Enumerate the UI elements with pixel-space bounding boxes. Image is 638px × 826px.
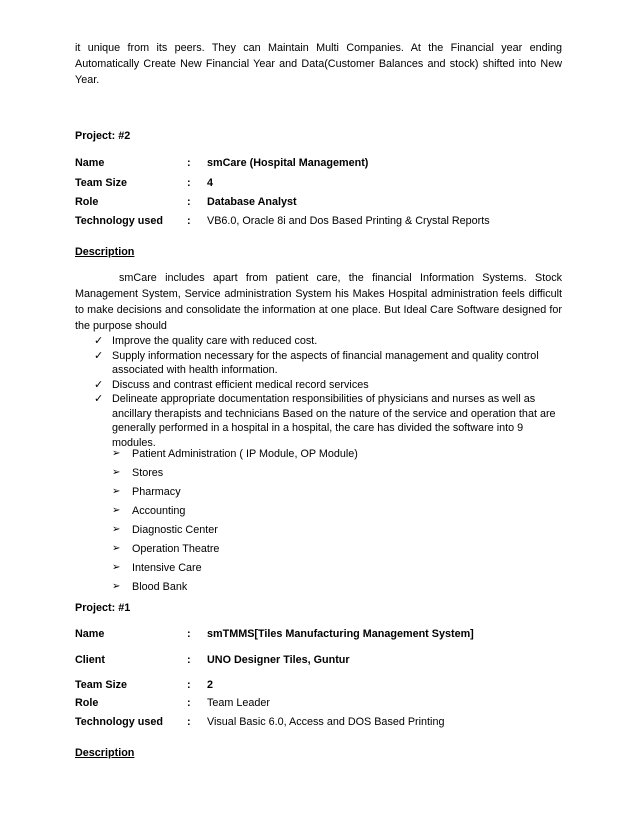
project-1-client-row <box>75 654 575 670</box>
field-label: Role <box>75 196 99 208</box>
project-2-name-row <box>75 157 575 173</box>
arrow-bullet-icon: ➢ <box>112 562 121 573</box>
arrow-bullet-icon: ➢ <box>112 543 121 554</box>
list-item-text: Discuss and contrast efficient medical record services <box>112 378 369 391</box>
list-item-text: Improve the quality care with reduced cost. <box>112 335 318 347</box>
project-1-role-row <box>75 697 575 713</box>
project-2-description-text: smCare includes apart from patient care, the financial Information Systems. Stock Management System, Service administration System his Makes Hospital administration feels difficult to make decisions and consolidate the information at one place. But Ideal Care Software designed for the purpose should <box>75 272 562 332</box>
module-list <box>112 448 358 600</box>
module-name: Operation Theatre <box>132 543 220 555</box>
field-value: Database Analyst <box>207 196 297 208</box>
list-item-text: Delineate appropriate documentation responsibilities of physicians and nurses as well as ancillary therapists and technicians Based on the nature of the service and operation that are generally performed in a hospital in a hospital, the care has divided the software into 9 modules. <box>112 393 556 449</box>
module-name: Stores <box>132 467 164 479</box>
list-item <box>112 543 358 562</box>
checkmark-icon: ✓ <box>94 334 104 347</box>
module-name: Blood Bank <box>132 581 188 593</box>
arrow-bullet-icon: ➢ <box>112 467 121 478</box>
project-1-heading: Project: #1 <box>75 602 131 614</box>
list-item <box>94 334 564 349</box>
module-name: Accounting <box>132 505 186 517</box>
arrow-bullet-icon: ➢ <box>112 448 121 459</box>
arrow-bullet-icon: ➢ <box>112 524 121 535</box>
list-item <box>112 448 358 467</box>
list-item <box>112 505 358 524</box>
field-colon: : <box>187 628 191 640</box>
field-value: 2 <box>207 679 214 691</box>
field-label: Technology used <box>75 215 163 227</box>
module-name: Intensive Care <box>132 562 202 574</box>
field-colon: : <box>187 215 191 227</box>
field-value: 4 <box>207 177 214 189</box>
list-item <box>94 349 564 378</box>
list-item <box>112 581 358 600</box>
field-value: smCare (Hospital Management) <box>207 157 369 169</box>
project-1-name-row <box>75 628 575 644</box>
list-item <box>112 524 358 543</box>
field-colon: : <box>187 716 191 728</box>
field-colon: : <box>187 697 191 709</box>
field-label: Client <box>75 654 105 666</box>
field-value: UNO Designer Tiles, Guntur <box>207 654 350 666</box>
list-item <box>112 562 358 581</box>
field-label: Name <box>75 628 105 640</box>
list-item <box>112 467 358 486</box>
project-1-technology-row <box>75 716 575 732</box>
arrow-bullet-icon: ➢ <box>112 505 121 516</box>
field-label: Team Size <box>75 679 128 691</box>
module-name: Pharmacy <box>132 486 181 498</box>
project-2-team-size-row <box>75 177 575 193</box>
project-2-technology-row <box>75 215 575 231</box>
module-name: Diagnostic Center <box>132 524 218 536</box>
field-label: Role <box>75 697 99 709</box>
checkmark-icon: ✓ <box>94 392 104 405</box>
field-colon: : <box>187 177 191 189</box>
field-colon: : <box>187 679 191 691</box>
field-label: Technology used <box>75 716 163 728</box>
list-item <box>94 378 564 393</box>
field-colon: : <box>187 196 191 208</box>
list-item <box>94 392 564 450</box>
checkmark-icon: ✓ <box>94 348 104 362</box>
project-2-description-heading: Description <box>75 246 135 258</box>
field-value: Team Leader <box>207 697 271 709</box>
list-item <box>112 486 358 505</box>
field-value: smTMMS[Tiles Manufacturing Management System] <box>207 628 474 640</box>
field-colon: : <box>187 654 191 666</box>
intro-paragraph: it unique from its peers. They can Maintain Multi Companies. At the Financial year ending Automatically Create New Financial Year and Data(Customer Balances and stock) shifted into New Year. <box>75 42 562 86</box>
project-2-heading: Project: #2 <box>75 130 131 142</box>
project-1-description-heading: Description <box>75 747 135 759</box>
field-label: Name <box>75 157 105 169</box>
field-colon: : <box>187 157 191 169</box>
project-1-team-size-row <box>75 679 575 695</box>
field-value: Visual Basic 6.0, Access and DOS Based Printing <box>207 716 445 728</box>
module-name: Patient Administration ( IP Module, OP Module) <box>132 448 358 460</box>
arrow-bullet-icon: ➢ <box>112 581 121 592</box>
arrow-bullet-icon: ➢ <box>112 486 121 497</box>
list-item-text: Supply information necessary for the aspects of financial management and quality control associated with health information. <box>112 349 539 376</box>
project-2-role-row <box>75 196 575 212</box>
requirements-checklist <box>94 334 564 450</box>
field-value: VB6.0, Oracle 8i and Dos Based Printing & Crystal Reports <box>207 215 490 227</box>
checkmark-icon: ✓ <box>94 377 104 391</box>
field-label: Team Size <box>75 177 128 189</box>
